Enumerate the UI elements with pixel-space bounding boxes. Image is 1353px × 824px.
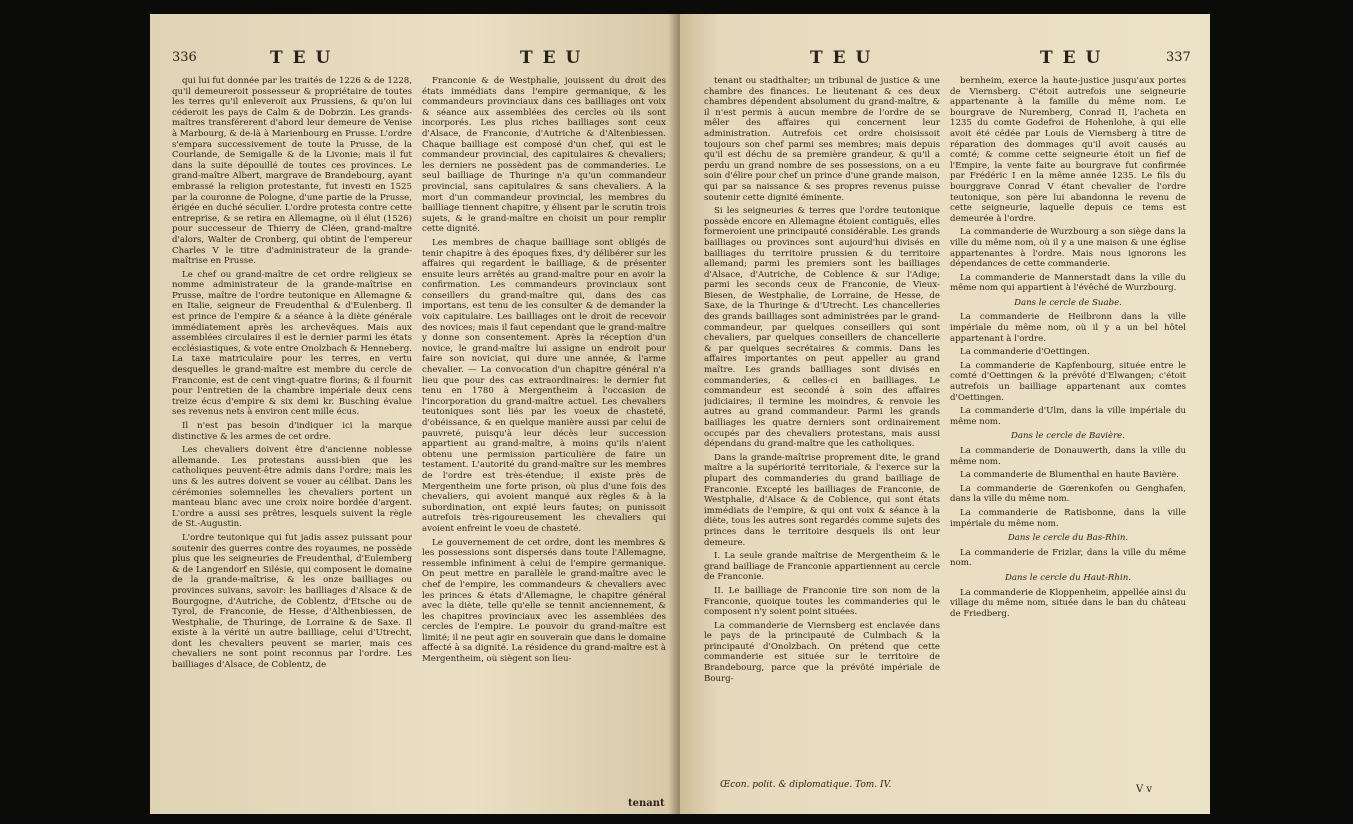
paragraph: La commanderie de Frizlar, dans la ville du même nom.: [950, 547, 1186, 569]
section-heading: Dans le cercle du Bas-Rhin.: [1007, 533, 1129, 544]
paragraph: Le gouvernement de cet ordre, dont les membres & les possessions sont dispersés dans toute l'Allemagne, ressemble infiniment à celui de l'empire germanique. On peut mettre en parallèle le grand-maître avec le chef de l'empire, les commandeurs & chevaliers avec les princes & états d'Allemagne, le chapitre général avec la diète, telle qu'elle se tennit anciennement, & les chapitres provinciaux avec les assemblées des cercles de l'empire. Le pouvoir du grand-maître est limité; il ne peut agir en souverain que dans le domaine affecté à sa dignité. La résidence du grand-maître est à Mergentheim, où siègent son lieu-: [422, 537, 666, 665]
paragraph: La commanderie de Mannerstadt dans la ville du même nom qui appartient à l'évêché de Wurzbourg.: [950, 272, 1186, 294]
section-heading: Dans le cercle de Bavière.: [1010, 431, 1125, 442]
paragraph: La commanderie de Ratisbonne, dans la ville impériale du même nom.: [950, 507, 1186, 529]
catchword: tenant: [628, 798, 665, 809]
right-page: [680, 14, 1210, 814]
footnote: Œcon. polit. & diplomatique. Tom. IV.: [720, 780, 892, 790]
left-column-2: [422, 76, 666, 796]
paragraph: bernheim, exerce la haute-justice jusqu'aux portes de Viernsberg. C'étoit autrefois une seigneurie appartenante à la famille du même nom. Le bourgrave de Nuremberg, Conrad II, l'acheta en 1235 du comte Godefroi de Hohenlohe, à qui elle avoit été cédée par Louis de Viernsberg à titre de réparation des dommages qu'il avoit causés au comté; & comme cette seigneurie étoit un fief de l'Empire, la vente faite au bourgrave fut confirmée par Frédéric I en la même année 1235. Le fils du bourggrave Conrad V étant chevalier de l'ordre teutonique, son père lui abandonna le revenu de cette seigneurie, laquelle depuis ce tems est demeurée à l'ordre.: [950, 76, 1186, 224]
left-page: [150, 14, 682, 814]
left-column-1: [172, 76, 412, 796]
section-heading: Dans le cercle du Haut-Rhin.: [1005, 572, 1131, 583]
paragraph: Franconie & de Westphalie, jouissent du droit des états immédiats dans l'empire germanique, & les commandeurs provinciaux dans ces bailliages ont voix & séance aux assemblées des cercles où ils sont incorporés. Les plus riches bailliages sont ceux d'Alsace, de Franconie, d'Autriche & d'Altenbiessen. Chaque bailliage est composé d'un chef, qui est le commandeur provincial, des capitulaires & chevaliers; les derniers ne possèdent pas de commanderies. Le seul bailliage de Thuringe n'a qu'un commandeur provincial, sans capitulaires & sans chevaliers. A la mort d'un commandeur provincial, les membres du bailliage tiennent chapitre, y élisent par le scrutin trois sujets, & le grand-maître en choisit un pour remplir cette dignité.: [422, 76, 666, 235]
paragraph: L'ordre teutonique qui fut jadis assez puissant pour soutenir des guerres contre des royaumes, ne possède plus que les seigneuries de Freudenthal, d'Eulemberg & de Langendorf en Silésie, qui composent le domaine de la grande-maîtrise, & les onze bailliages ou provinces suivans, savoir: les bailliages d'Alsace & de Bourgogne, d'Autriche, de Coblentz, d'Etsche ou de Tyrol, de Franconie, de Hesse, d'Althenbiessen, de Westphalie, de Thuringe, de Lorraine & de Saxe. Il existe à la vérité un autre bailliage, celui d'Utrecht, dont les chevaliers peuvent se marier, mais ces chevaliers ne sont point reconnus par l'ordre. Les bailliages d'Alsace, de Coblentz, de: [172, 532, 412, 671]
right-column-1: [704, 76, 940, 776]
right-column-2: [950, 76, 1186, 796]
paragraph: La commanderie de Gœrenkofen ou Genghafen, dans la ville du même nom.: [950, 483, 1186, 505]
paragraph: Les membres de chaque bailliage sont obligés de tenir chapitre à des époques fixes, d'y délibérer sur les affaires qui regardent le bailliage, & de présenter ensuite leurs arrêtés au grand-maître pour en avoir la confirmation. Les commandeurs provinciaux sont conseillers du grand-maître qui, dans des cas importans, est tenu de les consulter & de demander la voix capitulaire. Les bailliages ont le droit de recevoir des novices; mais il faut cependant que le grand-maître y donne son consentement. Après la réception d'un novice, le grand-maître lui assigne un endroit pour faire son noviciat, qui dure une année, & l'arme chevalier. — La convocation d'un chapitre général n'a lieu que pour des cas extraordinaires: le dernier fut tenu en 1780 à Mergentheim à l'occasion de l'incorporation du grand-maître actuel. Les chevaliers teutoniques sont liés par les voeux de chasteté, d'obéissance, & en quelque manière aussi par celui de pauvreté, puisqu'à leur décès leur succession appartient au grand-maître, à moins qu'ils n'aient obtenu une permission particulière de faire un testament. L'autorité du grand-maître sur les membres de l'ordre est très-étendue; il existe près de Mergentheim une forte prison, où plus d'une fois des chevaliers, qui avoient manqué aux règles & à la subordination, ont expié leurs fautes; on punissoit autrefois très-rigoureusement les chevaliers qui avoient enfreint le voeu de chasteté.: [422, 237, 666, 534]
running-head-right-2: T E U: [1040, 48, 1103, 68]
page-number-left: 336: [172, 50, 197, 65]
section-heading: Dans le cercle de Suabe.: [1014, 297, 1122, 308]
paragraph: Dans la grande-maîtrise proprement dite, le grand maître a la supériorité territoriale, & l'exerce sur la plupart des commanderies du grand bailliage de Franconie. Excepté les bailliages de Franconie, de Westphalie, d'Alsace & de Coblence, qui sont états immédiats de l'empire, & qui ont voix & séance à la diète, tous les autres sont regardés comme sujets des princes dans le territoire desquels ils ont leur demeure.: [704, 452, 940, 548]
paragraph: La commanderie de Donauwerth, dans la ville du même nom.: [950, 446, 1186, 467]
page-number-right: 337: [1166, 50, 1191, 65]
running-head-right-1: T E U: [810, 48, 873, 68]
paragraph: La commanderie de Kapfenbourg, située entre le comté d'Oettingen & la prévôté d'Elwangen; c'étoit autrefois un bailliage appartenant aux comtes d'Oettingen.: [950, 360, 1186, 403]
paragraph: La commanderie de Viernsberg est enclavée dans le pays de la principauté de Culmbach & la principauté d'Onolzbach. On prétend que cette commanderie est située sur le territoire de Brandebourg, parce que la prévôté impériale de Bourg-: [704, 620, 940, 684]
paragraph: Le chef ou grand-maître de cet ordre religieux se nomme administrateur de la grande-maîtrise en Prusse, maître de l'ordre teutonique en Allemagne & en Italie, seigneur de Freudenthal & d'Eulenberg. Il est prince de l'empire & a séance à la diète générale immédiatement après les archevêques. Mais aux assemblées circulaires il est le dernier parmi les états ecclésiastiques, & vote entre Onolzbach & Henneberg. La taxe matriculaire pour les terres, en vertu desquelles le grand-maître est membre du cercle de Franconie, est de cent vingt-quatre florins; & il fournit pour l'entretien de la chambre impériale deux cens treize écus d'empire & six demi kr. Busching évalue ses revenus nets à environ cent mille écus.: [172, 269, 412, 418]
paragraph: II. Le bailliage de Franconie tire son nom de la Franconie, quoique toutes les commanderies qui le composent n'y soient point situées.: [704, 585, 940, 618]
running-head-left-2: T E U: [520, 48, 583, 68]
paragraph: tenant ou stadthalter; un tribunal de justice & une chambre des finances. Le lieutenant & ces deux chambres dépendent absolument du grand-maître, & il n'est permis à aucun membre de l'ordre de se mêler des affaires qui concernent leur administration. Autrefois cet ordre choisissoit toujours son chef parmi ses membres; mais depuis qu'il est déchu de sa première grandeur, & qu'il a perdu un grand nombre de ses possessions, on a eu soin d'élire pour chef un prince d'une grande maison, qui par sa naissance & ses propres revenus puisse soutenir cette dignité éminente.: [704, 76, 940, 203]
paragraph: La commanderie d'Ulm, dans la ville impériale du même nom.: [950, 406, 1186, 427]
paragraph: Il n'est pas besoin d'indiquer ici la marque distinctive & les armes de cet ordre.: [172, 421, 412, 442]
paragraph: La commanderie de Blumenthal en haute Bavière.: [960, 470, 1179, 481]
paragraph: Les chevaliers doivent être d'ancienne noblesse allemande. Les protestans aussi-bien que les catholiques peuvent-être admis dans l'ordre; mais les uns & les autres doivent se vouer au célibat. Dans les cérémonies solemnelles les chevaliers portent un manteau blanc avec une croix noire bordée d'argent. L'ordre a aussi ses prêtres, lesquels suivent la règle de St.-Augustin.: [172, 445, 412, 530]
paragraph: La commanderie de Wurzbourg a son siège dans la ville du même nom, où il y a une maison & une église appartenantes à l'ordre. Mais nous ignorons les dépendances de cette commanderie.: [950, 227, 1186, 270]
paragraph: qui lui fut donnée par les traités de 1226 & de 1228, qu'il demeureroit possesseur & propriétaire de toutes les terres qu'il enleveroit aux Prussiens, & qu'on lui céderoit les pays de Calm & de Dobrzin. Les grands-maîtres transférerent d'abord leur demeure de Venise à Marbourg, & de-là à Marienbourg en Prusse. L'ordre s'empara successivement de toute la Prusse, de la Courlande, de Semigalle & de la Livonie; mais il fut dans la suite dépouillé de toutes ces provinces. Le grand-maître Albert, margrave de Brandebourg, ayant embrassé la religion protestante, fut investi en 1525 par la couronne de Pologne, d'une partie de la Prusse, érigée en duché séculier. L'ordre protesta contre cette entreprise, & se retira en Allemagne, où il élut (1526) pour successeur de Thierry de Cléen, grand-maître d'alors, Walter de Cronberg, qui obtint de l'empereur Charles V le titre d'administrateur de la grande-maîtrise en Prusse.: [172, 76, 412, 267]
paragraph: Si les seigneuries & terres que l'ordre teutonique possède encore en Allemagne étoient contiguës, elles formeroient une principauté considérable. Les grands bailliages ou provinces sont aujourd'hui divisés en bailliages du territoire prussien & du territoire allemand; parmi les premiers sont les bailliages d'Alsace, d'Autriche, de Coblence & sur l'Adige; parmi les seconds ceux de Franconie, de Vieux-Biesen, de Westphalie, de Lorraine, de Hesse, de Saxe, de la Thuringe & d'Utrecht. Les chancelleries des grands bailliages sont administrées par le grand-commandeur, par quelques conseillers qui sont chevaliers, par quelques conseillers de chancellerie & par quelques secrétaires & commis. Dans les affaires importantes on peut appeller au grand maître. Les grands bailliages sont divisés en commanderies, & celles-ci en bailliages. Le commandeur est secondé à soin des affaires judiciaires; il termine les moindres, & renvoie les autres au grand commandeur. Parmi les grands bailliages les quatre derniers sont ordinairement occupés par des chevaliers protestans, mais aussi dépendans du grand-maître que les catholiques.: [704, 206, 940, 450]
paragraph: La commanderie de Heilbronn dans la ville impériale du même nom, où il y a un bel hôtel appartenant à l'ordre.: [950, 312, 1186, 344]
paragraph: La commanderie de Kloppenheim, appellée ainsi du village du même nom, située dans le ban du château de Friedberg.: [950, 587, 1186, 619]
paragraph: La commanderie d'Oettingen.: [960, 347, 1090, 358]
running-head-left-1: T E U: [270, 48, 333, 68]
paragraph: I. La seule grande maîtrise de Mergentheim & le grand bailliage de Franconie appartiennent au cercle de Franconie.: [704, 551, 940, 583]
signature-mark: V v: [1136, 784, 1153, 795]
